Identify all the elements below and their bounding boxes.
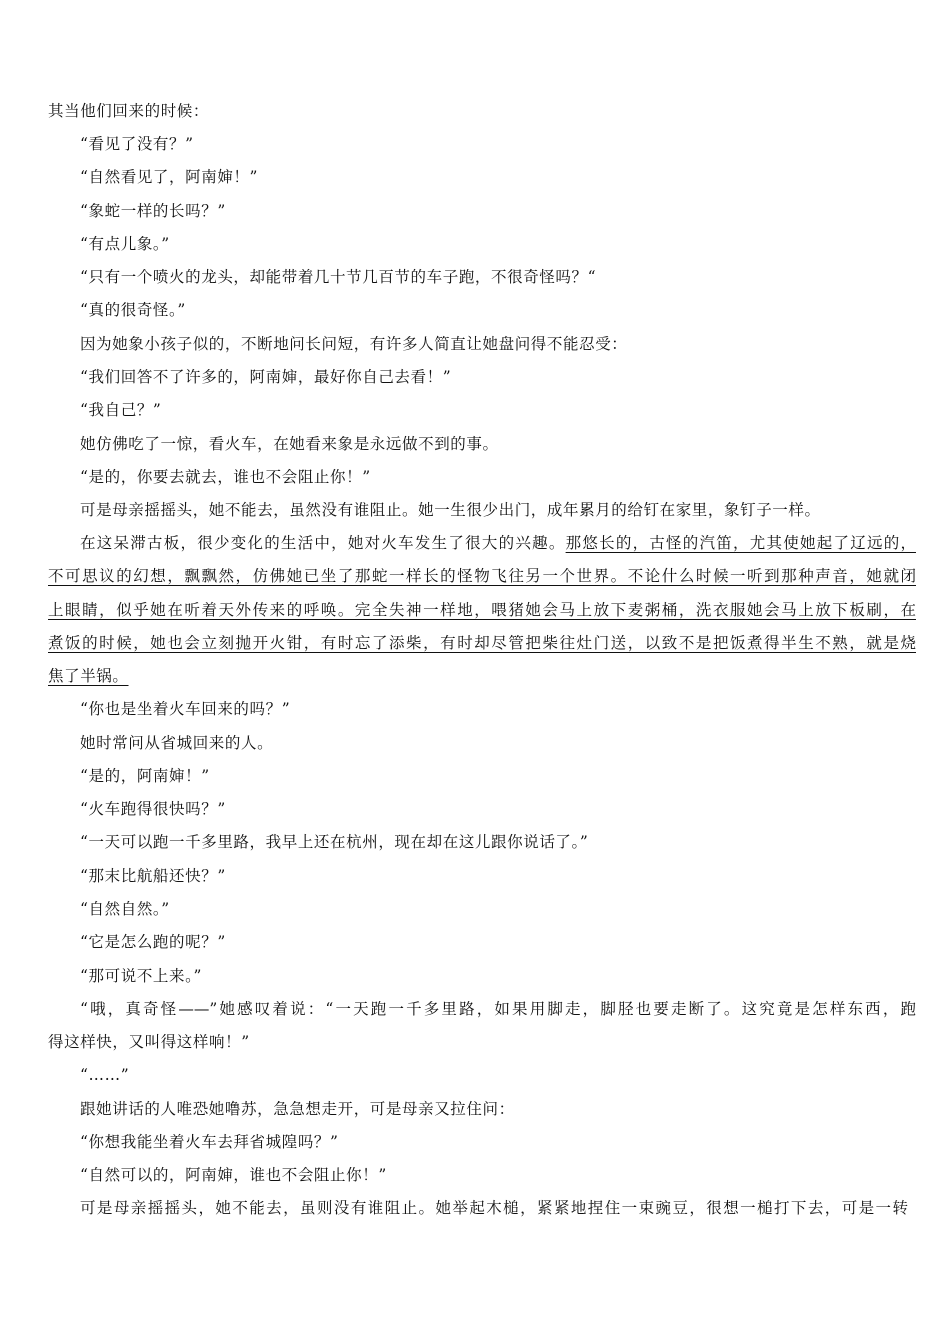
paragraph-line: “哦，真奇怪——”她感叹着说：“一天跑一千多里路，如果用脚走，脚胫也要走断了。这究竟是怎样东西，跑	[80, 1000, 916, 1018]
underlined-text: 那悠长的，古怪的汽笛，尤其使她起了辽远的，	[565, 534, 916, 552]
paragraph-line: 得这样快，又叫得这样响！”	[48, 1033, 250, 1051]
dialogue-line: “一天可以跑一千多里路，我早上还在杭州，现在却在这儿跟你说话了。”	[80, 833, 589, 851]
dialogue-line: “自然可以的，阿南婶，谁也不会阻止你！”	[80, 1166, 387, 1184]
paragraph-line: 她仿佛吃了一惊，看火车，在她看来象是永远做不到的事。	[80, 435, 499, 453]
dialogue-line: “我自己？”	[80, 401, 162, 419]
text-line: 其当他们回来的时候：	[48, 102, 210, 120]
underlined-text-line: 焦了半锅。	[48, 667, 129, 685]
paragraph-line: 可是母亲摇摇头，她不能去，虽然没有谁阻止。她一生很少出门，成年累月的给钉在家里，象钉子一样。	[80, 501, 821, 519]
dialogue-line: “象蛇一样的长吗？”	[80, 202, 226, 220]
dialogue-line: “真的很奇怪。”	[80, 301, 186, 319]
dialogue-line: “它是怎么跑的呢？”	[80, 933, 226, 951]
dialogue-line: “是的，你要去就去，谁也不会阻止你！”	[80, 468, 371, 486]
underlined-text-line: 上眼睛，似乎她在听着天外传来的呼唤。完全失神一样地，喂猪她会马上放下麦粥桶，洗衣服她会马上放下板刷，在	[48, 601, 916, 619]
paragraph-line: 跟她讲话的人唯恐她噜苏，急急想走开，可是母亲又拉住问：	[80, 1100, 515, 1118]
dialogue-line: “你想我能坐着火车去拜省城隍吗？”	[80, 1133, 339, 1151]
plain-text: 在这呆滞古板，很少变化的生活中，她对火车发生了很大的兴趣。	[80, 534, 566, 552]
dialogue-line: “看见了没有？”	[80, 135, 194, 153]
paragraph-line: 可是母亲摇摇头，她不能去，虽则没有谁阻止。她举起木槌，紧紧地捏住一束豌豆，很想一槌打下去，可是一转	[80, 1199, 908, 1217]
dialogue-line: “你也是坐着火车回来的吗？”	[80, 700, 291, 718]
paragraph-line: 因为她象小孩子似的，不断地问长问短，有许多人简直让她盘问得不能忍受：	[80, 335, 628, 353]
dialogue-line: “火车跑得很快吗？”	[80, 800, 226, 818]
dialogue-line: “我们回答不了许多的，阿南婶，最好你自己去看！”	[80, 368, 452, 386]
dialogue-line: “……”	[80, 1066, 130, 1084]
dialogue-line: “只有一个喷火的龙头，却能带着几十节几百节的车子跑，不很奇怪吗？“	[80, 268, 597, 286]
dialogue-line: “那末比航船还快？”	[80, 867, 226, 885]
dialogue-line: “自然看见了，阿南婶！”	[80, 168, 259, 186]
dialogue-line: “是的，阿南婶！”	[80, 767, 210, 785]
underlined-text-line: 煮饭的时候，她也会立刻抛开火钳，有时忘了添柴，有时却尽管把柴往灶门送，以致不是把饭煮得半生不熟，就是烧	[48, 634, 916, 652]
underlined-text-line: 不可思议的幻想，飘飘然，仿佛她已坐了那蛇一样长的怪物飞往另一个世界。不论什么时候一听到那种声音，她就闭	[48, 567, 916, 585]
dialogue-line: “那可说不上来。”	[80, 967, 202, 985]
paragraph-line: 她时常问从省城回来的人。	[80, 734, 274, 752]
dialogue-line: “有点儿象。”	[80, 235, 170, 253]
underlined-paragraph-first-line	[80, 533, 916, 553]
dialogue-line: “自然自然。”	[80, 900, 170, 918]
